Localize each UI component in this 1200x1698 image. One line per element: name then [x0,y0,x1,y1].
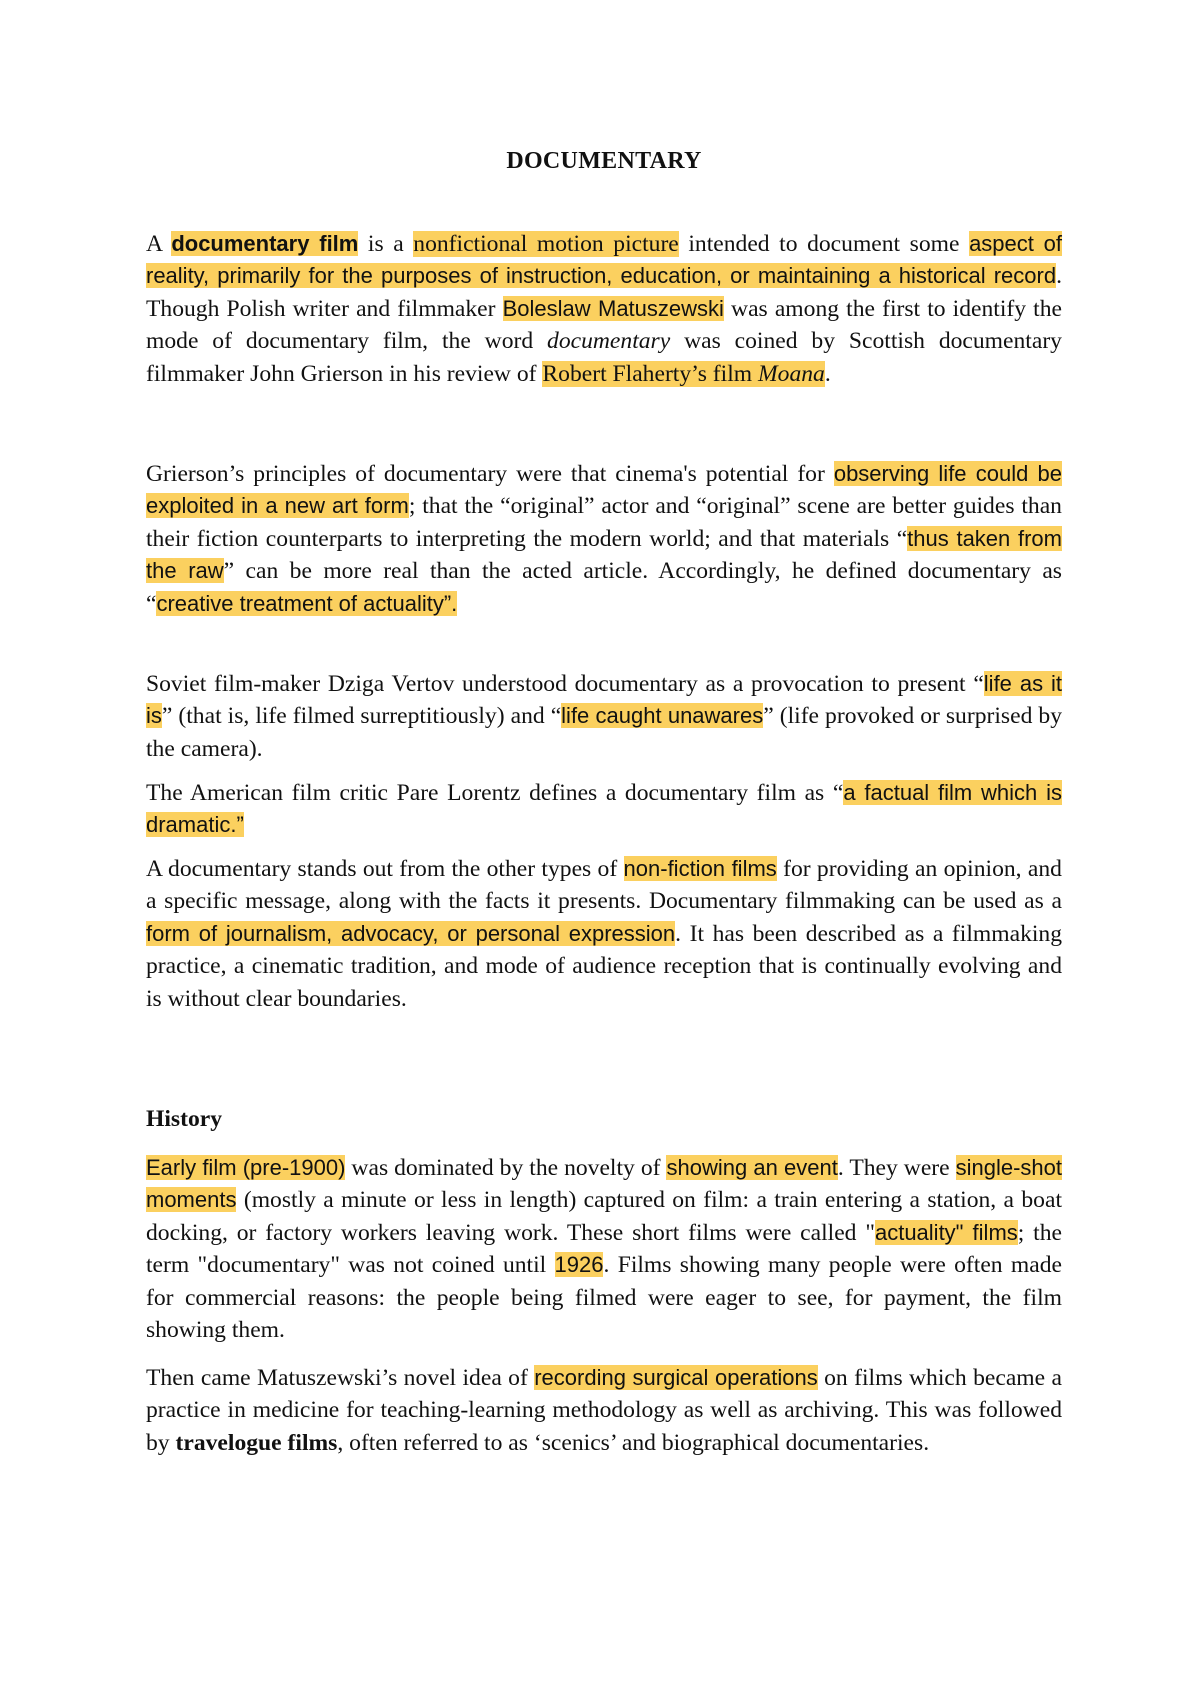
paragraph-grierson: Grierson’s principles of documentary were that cinema's potential for observing life could be exploited in a new art form; that the “original” actor and “original” scene are better guides than their fiction counterparts to interpreting the modern world; and that materials “thus taken from the raw” can be more real than the acted article. Accordingly, he defined documentary as “creative treatment of actuality”. [146,461,1062,617]
section-heading-history: History [146,1106,223,1132]
highlight-1926: 1926 [554,1252,604,1278]
highlight-surgical-operations: recording surgical operations [534,1365,818,1390]
paragraph-early-film: Early film (pre-1900) was dominated by the novelty of showing an event. They were single-shot moments (mostly a minute or less in length) captured on film: a train entering a station, a boat docking, or factory workers leaving work. These short films were called "actuality" films; the term "documentary" was not coined until 1926. Films showing many people were often made for commercial reasons: the people being filmed were eager to see, for payment, the film showing them. [146,1155,1063,1344]
paragraph-documentary-stands-out: A documentary stands out from the other types of non-fiction films for providing an opinion, and a specific message, along with the facts it presents. Documentary filmmaking can be used as a form of journalism, advocacy, or personal expression. It has been described as a filmmaking practice, a cinematic tradition, and mode of audience reception that is continually evolving and is without clear boundaries. [146,856,1063,1012]
highlight-life-caught: life caught unawares [561,703,764,729]
highlight-creative-treatment: creative treatment of actuality”. [156,590,458,616]
paragraph-intro: A documentary film is a nonfictional motion picture intended to document some aspect of reality, primarily for the purposes of instruction, education, or maintaining a historical record. Though Polish writer and filmmaker Boleslaw Matuszewski was among the first to identify the mode of documentary film, the word documentary was coined by Scottish documentary filmmaker John Grierson in his review of Robert Flaherty’s film Moana. [146,231,1063,387]
highlight-non-fiction: non-fiction films [623,856,777,881]
highlight-showing-event: showing an event [666,1155,838,1180]
highlight-documentary-film: documentary film [171,231,359,256]
highlight-matuszewski: Boleslaw Matuszewski [502,295,724,321]
highlight-nonfictional: nonfictional motion picture [413,231,679,257]
highlight-single-shot: single-shot moments [146,1155,1063,1213]
paragraph-vertov: Soviet film-maker Dziga Vertov understood documentary as a provocation to present “life as it is” (that is, life filmed surreptitiously) and “life caught unawares” (life provoked or surprised by the camera). [146,671,1062,762]
document-title: DOCUMENTARY [506,148,702,174]
highlight-thus-taken: thus taken from the raw [146,525,1062,584]
highlight-early-film: Early film (pre-1900) [146,1155,346,1180]
highlight-form-of-journalism: form of journalism, advocacy, or personal expression [146,920,676,946]
paragraph-matuszewski-idea: Then came Matuszewski’s novel idea of recording surgical operations on films which became a practice in medicine for teaching-learning methodology as well as archiving. This was followed by travelogue films, often referred to as ‘scenics’ and biographical documentaries. [146,1365,1062,1456]
highlight-observing-life: observing life could be exploited in a new art form [146,461,1062,519]
bold-travelogue-films: travelogue films [175,1429,338,1456]
highlight-actuality-films: actuality" films [874,1219,1018,1245]
italic-documentary: documentary [547,328,671,355]
highlight-flaherty: Robert Flaherty’s film Moana [542,360,825,387]
paragraph-lorentz: The American film critic Pare Lorentz defines a documentary film as “a factual film which is dramatic.” [146,780,1062,838]
highlight-factual-film: a factual film which is dramatic.” [146,780,1062,838]
highlight-life-as-it-is: life as it is [146,671,1062,729]
highlight-aspect-of-reality: aspect of reality, primarily for the purposes of instruction, education, or maintaining a historical record [146,231,1063,289]
